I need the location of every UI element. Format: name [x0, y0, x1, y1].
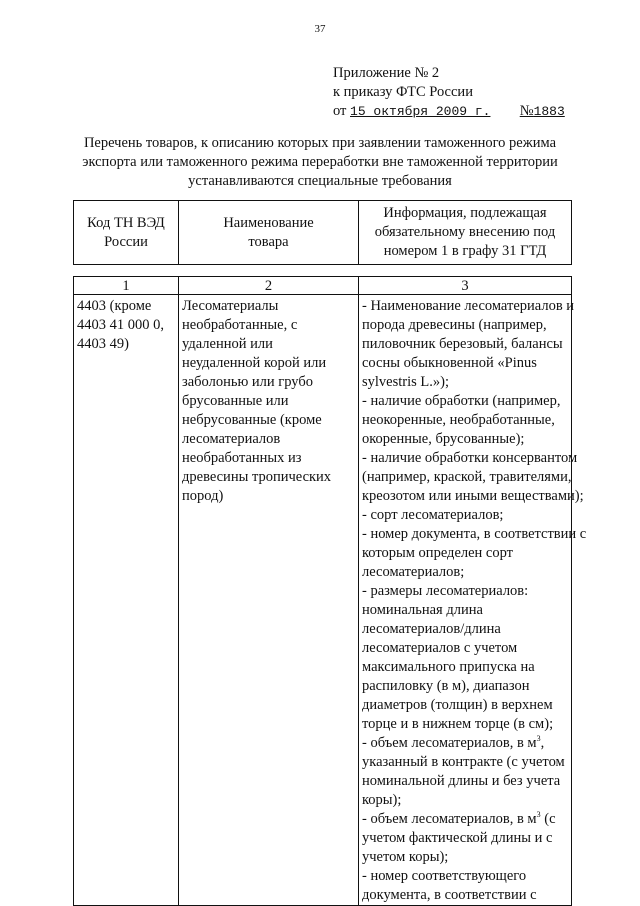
order-date: 15 октября 2009 г.: [350, 104, 491, 119]
column-number-row: [74, 277, 572, 295]
appendix-date-line: [333, 102, 579, 121]
name-cell: Лесоматериалы необработанные, с удаленной или неудаленной корой или заболонью или грубо брусованные или небрусованные (кроме лесоматериалов необработанных из древесины тропических пород): [179, 295, 359, 906]
column-number: 1: [74, 277, 179, 295]
title-line: экспорта или таможенного режима переработки вне таможенной территории: [82, 154, 558, 170]
header-name: Наименование товара: [179, 201, 359, 265]
number-prefix: №: [519, 103, 534, 119]
info-cell: - Наименование лесоматериалов и порода древесины (например, пиловочник березовый, балансы сосны обыкновенной «Pinus sylvestris L.»); - наличие обработки (например, неокоренные, необработанные, окоренные, брусованные); - наличие обработки консервантом (например, краской, травителями, креозотом или иными веществами); - сорт лесоматериалов; - номер документа, в соответствии с которым определен сорт лесоматериалов; - размеры лесоматериалов: номинальная длина лесоматериалов/длина лесоматериалов с учетом максимального припуска на распиловку (в м), диапазон диаметров (толщин) в верхнем торце и в нижнем торце (в см); - объем лесоматериалов, в $м^3$, указанный в контракте (с учетом номинальной длины и без учета коры); - объем лесоматериалов, в $м^3$ (с учетом фактической длины и с учетом коры); - номер соответствующего документа, в соответствии с: [359, 295, 572, 906]
document-title: [60, 134, 580, 191]
header-info: Информация, подлежащая обязательному внесению под номером 1 в графу 31 ГТД: [359, 201, 572, 265]
column-number: 3: [359, 277, 572, 295]
goods-table: [73, 276, 587, 906]
order-number: 1883: [533, 104, 565, 119]
title-line: устанавливаются специальные требования: [188, 173, 452, 189]
date-prefix: от: [333, 103, 347, 119]
appendix-order: к приказу ФТС России: [333, 84, 473, 100]
table-header: [73, 200, 572, 265]
appendix-block: [333, 64, 579, 121]
table-row: [74, 295, 572, 906]
page-number: 37: [314, 23, 326, 35]
code-cell: 4403 (кроме 4403 41 000 0, 4403 49): [74, 295, 179, 906]
header-code: Код ТН ВЭД России: [74, 201, 179, 265]
appendix-title: Приложение № 2: [333, 65, 440, 81]
title-line: Перечень товаров, к описанию которых при заявлении таможенного режима: [83, 135, 557, 151]
column-number: 2: [179, 277, 359, 295]
